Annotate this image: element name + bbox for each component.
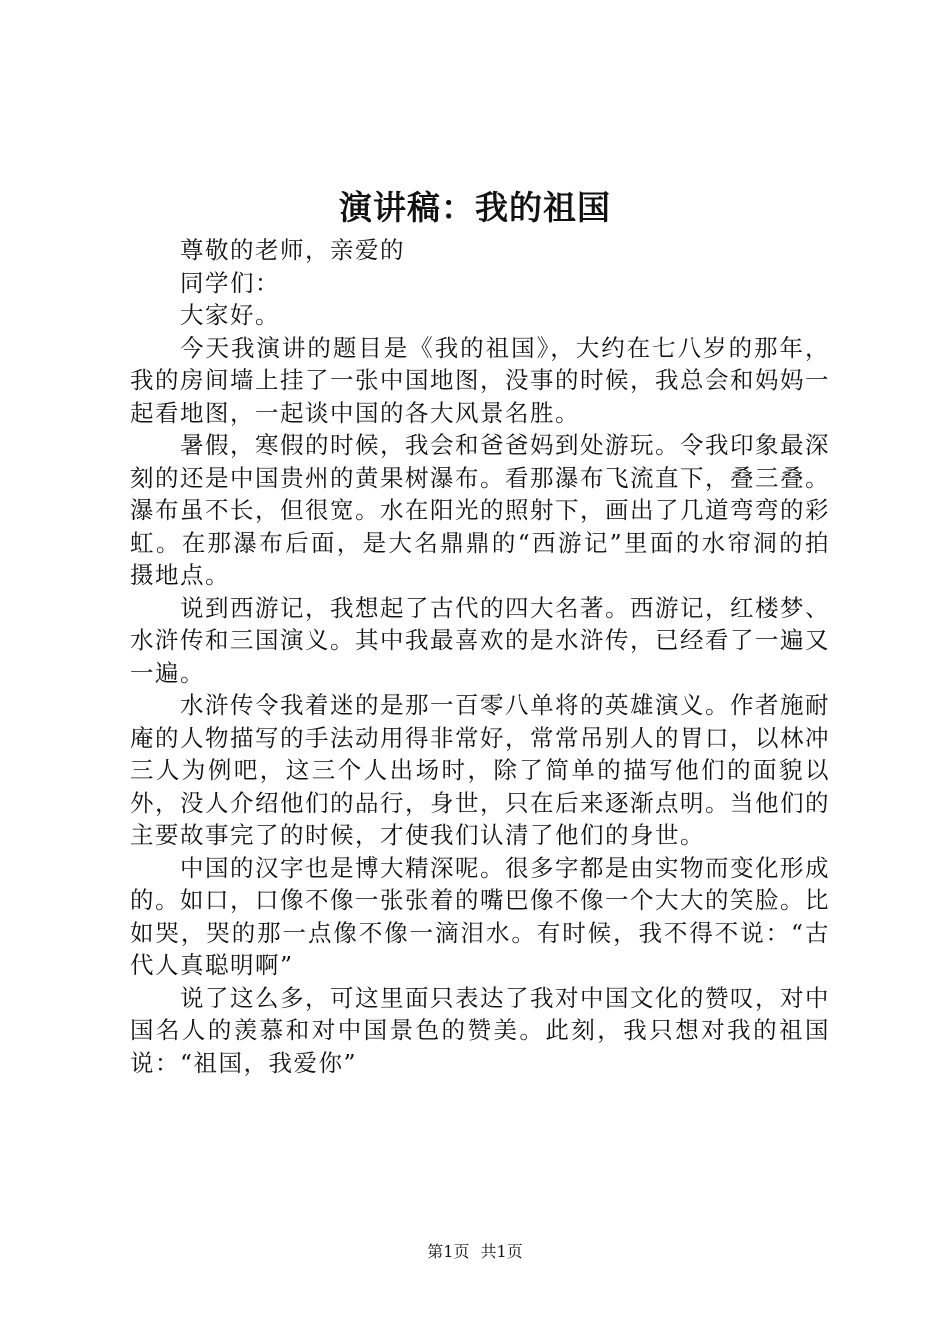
page-total: 共1页: [480, 1242, 523, 1261]
paragraph: 水浒传令我着迷的是那一百零八单将的英雄演义。作者施耐庵的人物描写的手法动用得非常好，常常吊别人的胃口，以林冲三人为例吧，这三个人出场时，除了简单的描写他们的面貌以外，没人介绍他们的品行，身世，只在后来逐渐点明。当他们的主要故事完了的时候，才使我们认清了他们的身世。: [130, 691, 830, 849]
paragraph: 说到西游记，我想起了古代的四大名著。西游记，红楼梦、水浒传和三国演义。其中我最喜欢的是水浒传，已经看了一遍又一遍。: [130, 593, 830, 687]
paragraph: 说了这么多，可这里面只表达了我对中国文化的赞叹，对中国名人的羡慕和对中国景色的赞美。此刻，我只想对我的祖国说：“祖国，我爱你”: [130, 983, 830, 1077]
paragraph: 暑假，寒假的时候，我会和爸爸妈到处游玩。令我印象最深刻的还是中国贵州的黄果树瀑布。看那瀑布飞流直下，叠三叠。瀑布虽不长，但很宽。水在阳光的照射下，画出了几道弯弯的彩虹。在那瀑布后面，是大名鼎鼎的“西游记”里面的水帘洞的拍摄地点。: [130, 431, 830, 589]
page-footer: [0, 1240, 950, 1264]
paragraph: 中国的汉字也是博大精深呢。很多字都是由实物而变化形成的。如口，口像不像一张张着的嘴巴像不像一个大大的笑脸。比如哭，哭的那一点像不像一滴泪水。有时候，我不得不说：“古代人真聪明啊”: [130, 853, 830, 979]
document-title: 演讲稿：我的祖国: [339, 188, 611, 227]
page-number: 第1页: [427, 1242, 470, 1261]
document-body: [130, 234, 830, 1079]
salutation-line-2: 同学们：: [180, 268, 280, 297]
greeting: 大家好。: [180, 301, 280, 329]
salutation-line-1: 尊敬的老师，亲爱的: [180, 236, 405, 264]
paragraph: 今天我演讲的题目是《我的祖国》，大约在七八岁的那年，我的房间墙上挂了一张中国地图，没事的时候，我总会和妈妈一起看地图，一起谈中国的各大风景名胜。: [130, 333, 830, 427]
